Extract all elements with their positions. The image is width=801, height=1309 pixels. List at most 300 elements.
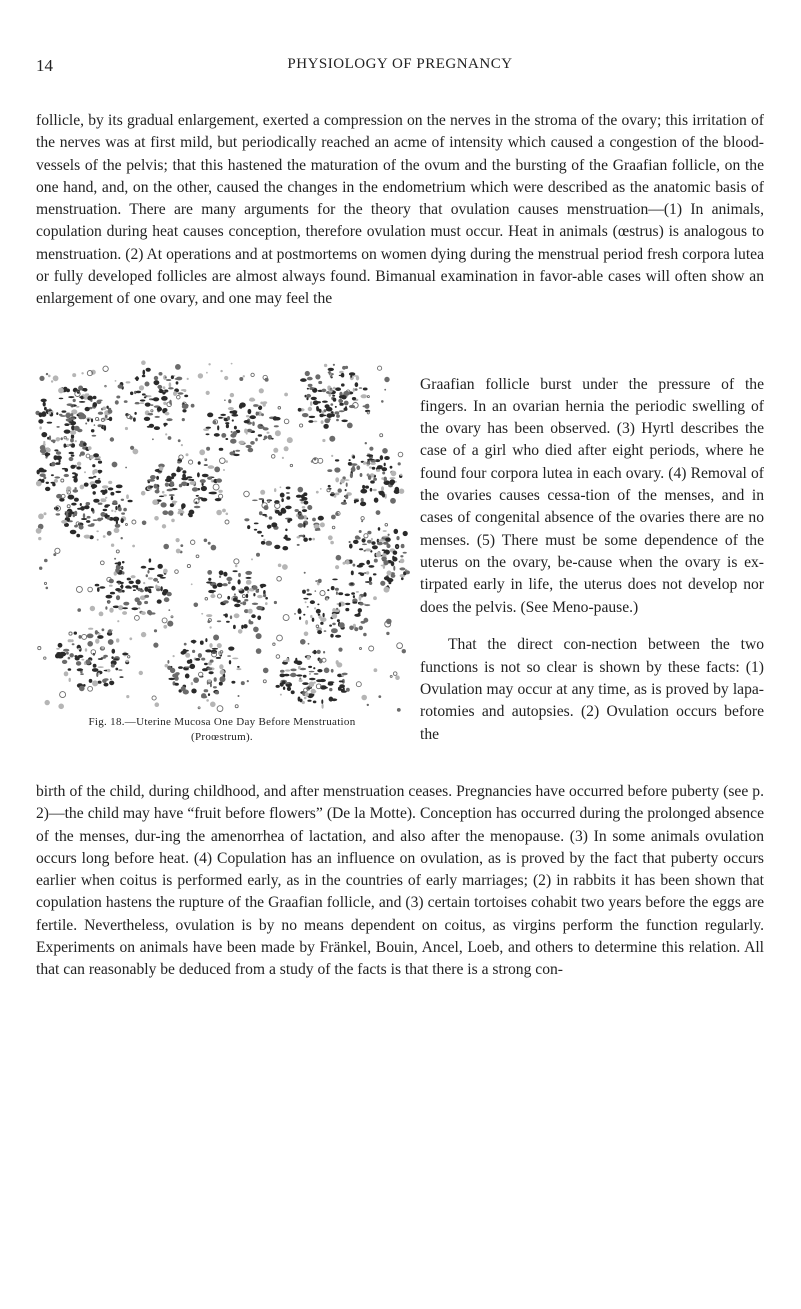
stain-cell bbox=[215, 691, 219, 694]
stain-cell bbox=[144, 595, 149, 598]
stain-cell bbox=[108, 481, 112, 484]
stain-cell bbox=[359, 387, 362, 389]
stain-cell bbox=[119, 676, 123, 678]
gland-ring bbox=[100, 561, 104, 565]
stain-cell bbox=[261, 541, 265, 545]
stain-cell bbox=[64, 671, 69, 676]
stain-cell bbox=[336, 660, 339, 665]
stroma-cell bbox=[331, 515, 336, 520]
stain-cell bbox=[140, 399, 146, 401]
stain-cell bbox=[43, 402, 46, 407]
stain-cell bbox=[286, 496, 290, 499]
stroma-cell bbox=[206, 699, 209, 702]
stain-cell bbox=[68, 396, 74, 398]
stain-cell bbox=[312, 518, 316, 522]
stroma-cell bbox=[381, 400, 384, 403]
stain-cell bbox=[136, 391, 141, 394]
stroma-cell bbox=[117, 620, 119, 622]
stroma-cell bbox=[384, 389, 386, 391]
stroma-cell bbox=[36, 481, 42, 487]
stroma-cell bbox=[141, 632, 146, 637]
stain-cell bbox=[201, 693, 206, 698]
stain-cell bbox=[309, 538, 312, 541]
stain-cell bbox=[353, 595, 355, 598]
stroma-cell bbox=[107, 531, 112, 536]
stain-cell bbox=[331, 669, 334, 673]
stain-cell bbox=[86, 520, 90, 523]
gland-ring bbox=[177, 395, 181, 399]
stroma-cell bbox=[329, 688, 332, 691]
stroma-cell bbox=[398, 462, 401, 465]
stain-cell bbox=[308, 384, 313, 387]
stroma-cell bbox=[211, 545, 217, 551]
stain-cell bbox=[74, 632, 77, 635]
stain-cell bbox=[122, 571, 125, 574]
stroma-cell bbox=[53, 553, 56, 556]
stroma-cell bbox=[282, 564, 288, 570]
stain-cell bbox=[360, 473, 363, 477]
stroma-cell bbox=[78, 386, 83, 391]
stain-cell bbox=[205, 649, 212, 652]
stain-cell bbox=[248, 448, 254, 453]
stain-cell bbox=[98, 658, 103, 660]
gland-ring bbox=[283, 615, 289, 621]
stroma-cell bbox=[278, 564, 282, 568]
stroma-cell bbox=[359, 626, 363, 630]
stain-cell bbox=[167, 660, 169, 664]
stain-cell bbox=[303, 598, 308, 600]
stroma-cell bbox=[312, 538, 315, 541]
stroma-cell bbox=[207, 620, 210, 623]
stroma-cell bbox=[351, 467, 356, 472]
stain-cell bbox=[357, 537, 361, 540]
stain-cell bbox=[73, 489, 79, 493]
stain-cell bbox=[56, 426, 59, 428]
gland-ring bbox=[105, 385, 107, 387]
gland-ring bbox=[219, 494, 223, 498]
stain-cell bbox=[216, 478, 222, 482]
stain-cell bbox=[83, 513, 85, 518]
stain-cell bbox=[377, 542, 383, 546]
stroma-cell bbox=[173, 655, 175, 657]
stain-cell bbox=[307, 388, 309, 390]
stain-cell bbox=[148, 611, 152, 616]
stain-cell bbox=[372, 545, 378, 549]
stroma-cell bbox=[287, 437, 293, 443]
stroma-cell bbox=[53, 375, 59, 381]
stain-cell bbox=[336, 591, 338, 595]
stain-cell bbox=[149, 591, 152, 593]
gland-ring bbox=[88, 686, 93, 691]
stain-cell bbox=[186, 476, 192, 478]
stain-cell bbox=[156, 588, 161, 591]
stain-cell bbox=[101, 647, 104, 650]
stroma-cell bbox=[36, 528, 42, 534]
stroma-cell bbox=[286, 393, 288, 395]
stain-cell bbox=[178, 392, 184, 394]
gland-ring bbox=[367, 412, 369, 414]
gland-ring bbox=[364, 534, 368, 538]
stain-cell bbox=[233, 598, 238, 602]
stain-cell bbox=[263, 401, 268, 404]
gland-ring bbox=[378, 366, 382, 370]
stain-cell bbox=[246, 415, 250, 417]
stain-cell bbox=[66, 389, 70, 393]
stroma-cell bbox=[181, 444, 183, 446]
stain-cell bbox=[243, 624, 247, 628]
stain-cell bbox=[275, 510, 280, 514]
stain-cell bbox=[72, 643, 75, 645]
stain-cell bbox=[298, 535, 304, 537]
stain-cell bbox=[63, 649, 69, 652]
stain-cell bbox=[93, 519, 98, 521]
stain-cell bbox=[106, 406, 108, 409]
stain-cell bbox=[372, 467, 376, 470]
gland-ring bbox=[273, 643, 275, 645]
stain-cell bbox=[154, 416, 160, 418]
stroma-cell bbox=[282, 457, 284, 459]
stain-cell bbox=[166, 418, 172, 421]
stain-cell bbox=[111, 510, 113, 512]
stain-cell bbox=[170, 481, 175, 486]
stain-cell bbox=[236, 668, 241, 670]
stain-cell bbox=[133, 417, 136, 421]
stain-cell bbox=[118, 567, 123, 569]
gland-ring bbox=[300, 424, 303, 427]
stroma-cell bbox=[263, 539, 265, 541]
stroma-cell bbox=[38, 537, 41, 540]
stain-cell bbox=[254, 523, 259, 525]
stain-cell bbox=[230, 439, 236, 444]
stain-cell bbox=[116, 485, 123, 489]
stroma-cell bbox=[391, 471, 397, 477]
stain-cell bbox=[301, 501, 304, 504]
gland-ring bbox=[367, 396, 369, 398]
stain-cell bbox=[260, 402, 263, 405]
stain-cell bbox=[190, 664, 196, 669]
stain-cell bbox=[331, 492, 334, 494]
stroma-cell bbox=[240, 602, 242, 604]
stain-cell bbox=[349, 459, 351, 461]
gland-ring bbox=[369, 646, 374, 651]
stroma-cell bbox=[335, 565, 339, 569]
stain-cell bbox=[237, 666, 240, 668]
stain-cell bbox=[98, 503, 103, 505]
gland-ring bbox=[220, 458, 226, 464]
stain-cell bbox=[374, 498, 379, 503]
stroma-cell bbox=[328, 418, 330, 420]
stroma-cell bbox=[133, 449, 139, 455]
gland-ring bbox=[151, 410, 153, 412]
stain-cell bbox=[353, 540, 359, 544]
stain-cell bbox=[226, 424, 229, 428]
stroma-cell bbox=[66, 444, 69, 447]
stain-cell bbox=[74, 498, 79, 502]
stroma-cell bbox=[330, 541, 334, 545]
stroma-cell bbox=[162, 491, 165, 494]
histology-figure bbox=[34, 358, 410, 714]
stain-cell bbox=[105, 497, 107, 499]
stain-cell bbox=[91, 508, 94, 511]
stain-cell bbox=[92, 464, 95, 467]
stain-cell bbox=[361, 394, 368, 398]
stain-cell bbox=[142, 393, 146, 395]
stroma-cell bbox=[225, 460, 228, 463]
stain-cell bbox=[84, 505, 90, 509]
stain-cell bbox=[55, 654, 60, 659]
stroma-cell bbox=[39, 567, 42, 570]
gland-ring bbox=[116, 550, 119, 553]
stain-cell bbox=[300, 378, 307, 382]
stain-cell bbox=[84, 535, 91, 539]
stain-cell bbox=[362, 544, 367, 546]
stain-cell bbox=[115, 506, 117, 510]
stain-cell bbox=[108, 409, 113, 414]
stain-cell bbox=[334, 495, 337, 498]
side-column-text bbox=[420, 358, 764, 762]
page-number: 14 bbox=[36, 56, 53, 75]
stroma-cell bbox=[43, 476, 46, 479]
stain-cell bbox=[122, 561, 125, 563]
stain-cell bbox=[120, 586, 124, 588]
stain-cell bbox=[320, 622, 323, 625]
stain-cell bbox=[181, 651, 186, 655]
stain-cell bbox=[70, 465, 75, 469]
stain-cell bbox=[86, 393, 89, 395]
stroma-cell bbox=[273, 448, 278, 453]
stroma-cell bbox=[138, 607, 140, 609]
stroma-cell bbox=[157, 581, 159, 583]
stain-cell bbox=[247, 590, 249, 593]
stroma-cell bbox=[152, 438, 154, 440]
stroma-cell bbox=[369, 447, 373, 451]
stroma-cell bbox=[51, 380, 53, 382]
stroma-cell bbox=[324, 668, 330, 674]
stain-cell bbox=[391, 574, 396, 578]
stain-cell bbox=[157, 599, 162, 603]
stain-cell bbox=[259, 511, 263, 515]
stroma-cell bbox=[339, 622, 345, 628]
stroma-cell bbox=[354, 627, 358, 631]
stain-cell bbox=[361, 498, 364, 502]
gland-ring bbox=[242, 595, 245, 598]
stain-cell bbox=[361, 489, 367, 493]
stain-cell bbox=[156, 476, 159, 480]
figure-caption-line-2: (Proœstrum). bbox=[191, 731, 253, 743]
stain-cell bbox=[87, 396, 93, 401]
stroma-cell bbox=[223, 469, 225, 471]
gland-ring bbox=[152, 696, 156, 700]
stain-cell bbox=[310, 615, 312, 618]
stroma-cell bbox=[69, 423, 71, 425]
stain-cell bbox=[79, 454, 81, 456]
stain-cell bbox=[238, 589, 243, 591]
stain-cell bbox=[65, 468, 69, 472]
stain-cell bbox=[251, 614, 256, 618]
stain-cell bbox=[164, 392, 166, 394]
stain-cell bbox=[196, 495, 199, 497]
stain-cell bbox=[121, 499, 124, 501]
stroma-cell bbox=[139, 671, 143, 675]
stain-cell bbox=[95, 480, 101, 484]
stain-cell bbox=[162, 591, 167, 596]
stain-cell bbox=[274, 488, 276, 492]
stroma-cell bbox=[176, 538, 180, 542]
stroma-cell bbox=[85, 423, 87, 425]
stain-cell bbox=[306, 593, 312, 595]
gland-ring bbox=[217, 706, 223, 712]
stroma-cell bbox=[88, 446, 92, 450]
gland-ring bbox=[225, 520, 229, 524]
stain-cell bbox=[70, 413, 73, 416]
stain-cell bbox=[280, 674, 286, 678]
stroma-cell bbox=[322, 439, 325, 442]
stain-cell bbox=[309, 671, 315, 673]
stroma-cell bbox=[198, 373, 203, 378]
stain-cell bbox=[304, 501, 309, 505]
stain-cell bbox=[41, 399, 47, 403]
stain-cell bbox=[158, 564, 163, 569]
stain-cell bbox=[126, 660, 129, 663]
stain-cell bbox=[285, 529, 287, 532]
stain-cell bbox=[81, 396, 84, 400]
stain-cell bbox=[115, 668, 118, 671]
stain-cell bbox=[241, 625, 243, 629]
stain-cell bbox=[104, 505, 108, 508]
stain-cell bbox=[91, 484, 97, 488]
stain-cell bbox=[258, 434, 262, 436]
stain-cell bbox=[208, 693, 210, 696]
stain-cell bbox=[146, 574, 148, 577]
stain-cell bbox=[164, 597, 170, 602]
gland-ring bbox=[128, 656, 130, 658]
stain-cell bbox=[81, 518, 87, 520]
stain-cell bbox=[363, 592, 366, 597]
stain-cell bbox=[206, 433, 210, 435]
stain-cell bbox=[204, 689, 209, 692]
stain-cell bbox=[337, 619, 340, 622]
stain-cell bbox=[194, 506, 201, 509]
gland-ring bbox=[361, 517, 364, 520]
stroma-cell bbox=[256, 553, 260, 557]
stain-cell bbox=[353, 564, 356, 567]
stroma-cell bbox=[383, 560, 388, 565]
stain-cell bbox=[112, 500, 117, 504]
stain-cell bbox=[201, 613, 203, 615]
stain-cell bbox=[86, 502, 91, 505]
stroma-cell bbox=[386, 544, 390, 548]
stain-cell bbox=[303, 614, 305, 616]
stain-cell bbox=[317, 630, 322, 634]
stroma-cell bbox=[222, 509, 226, 513]
stain-cell bbox=[358, 608, 362, 613]
stain-cell bbox=[89, 679, 93, 683]
stain-cell bbox=[112, 649, 116, 654]
stroma-cell bbox=[259, 388, 264, 393]
stain-cell bbox=[71, 454, 75, 456]
stroma-cell bbox=[286, 658, 289, 661]
stain-cell bbox=[71, 503, 76, 506]
gland-ring bbox=[64, 437, 66, 439]
stain-cell bbox=[38, 419, 43, 424]
stain-cell bbox=[396, 536, 399, 540]
stain-cell bbox=[61, 520, 67, 524]
stroma-cell bbox=[185, 653, 190, 658]
stain-cell bbox=[359, 548, 363, 550]
stain-cell bbox=[310, 600, 315, 604]
stroma-cell bbox=[154, 516, 159, 521]
stroma-cell bbox=[243, 375, 245, 377]
stain-cell bbox=[163, 423, 167, 426]
stain-cell bbox=[295, 509, 299, 512]
stroma-cell bbox=[269, 516, 273, 520]
stain-cell bbox=[331, 586, 335, 590]
stain-cell bbox=[76, 661, 81, 666]
stain-cell bbox=[191, 682, 193, 685]
stain-cell bbox=[365, 486, 369, 489]
stain-cell bbox=[384, 463, 386, 467]
stain-cell bbox=[373, 478, 377, 481]
stain-cell bbox=[93, 453, 99, 457]
stain-cell bbox=[367, 464, 370, 466]
stain-cell bbox=[131, 607, 138, 610]
stain-cell bbox=[332, 579, 338, 581]
stain-cell bbox=[210, 660, 214, 663]
stain-cell bbox=[197, 472, 200, 477]
stain-cell bbox=[188, 479, 194, 481]
stain-cell bbox=[379, 539, 386, 542]
stroma-cell bbox=[66, 490, 69, 493]
stroma-cell bbox=[304, 632, 309, 637]
stroma-cell bbox=[69, 444, 71, 446]
stroma-cell bbox=[44, 559, 48, 563]
stain-cell bbox=[320, 617, 326, 622]
stain-cell bbox=[328, 485, 331, 488]
stain-cell bbox=[167, 489, 172, 491]
stain-cell bbox=[218, 490, 222, 493]
stain-cell bbox=[131, 575, 136, 578]
stain-cell bbox=[385, 537, 391, 542]
stain-cell bbox=[265, 602, 268, 605]
stain-cell bbox=[54, 507, 59, 510]
stain-cell bbox=[245, 577, 251, 579]
gland-ring bbox=[244, 491, 250, 497]
stain-cell bbox=[210, 683, 212, 688]
stain-cell bbox=[198, 461, 201, 465]
stain-cell bbox=[283, 660, 290, 662]
stain-cell bbox=[88, 628, 93, 630]
stain-cell bbox=[298, 697, 301, 702]
stain-cell bbox=[298, 666, 301, 670]
stroma-cell bbox=[207, 570, 212, 575]
stain-cell bbox=[141, 566, 147, 569]
stain-cell bbox=[76, 466, 81, 469]
stain-cell bbox=[364, 604, 370, 606]
stroma-cell bbox=[328, 535, 333, 540]
gland-ring bbox=[304, 688, 308, 692]
stain-cell bbox=[190, 481, 196, 485]
stain-cell bbox=[70, 430, 76, 435]
stroma-cell bbox=[316, 491, 319, 494]
stain-cell bbox=[238, 573, 241, 577]
stain-cell bbox=[166, 476, 171, 481]
stain-cell bbox=[302, 701, 305, 704]
stain-cell bbox=[54, 476, 60, 478]
stain-cell bbox=[104, 426, 107, 431]
stain-cell bbox=[176, 381, 179, 384]
stroma-cell bbox=[187, 378, 189, 380]
stain-cell bbox=[102, 492, 105, 495]
